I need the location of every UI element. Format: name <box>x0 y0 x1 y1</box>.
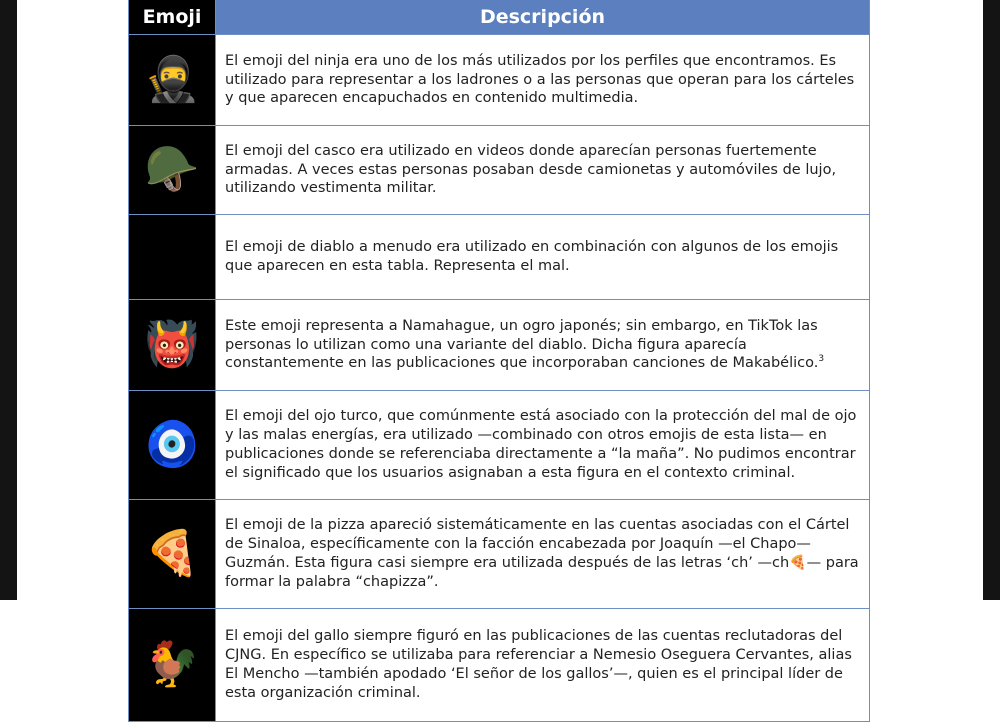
description-text: El emoji de diablo a menudo era utilizado en combinación con algunos de los emojis que aparecen en esta tabla. Representa el mal. <box>225 239 839 274</box>
table-row <box>129 35 870 126</box>
emoji-cell <box>129 35 216 126</box>
inline-pizza-icon: 🍕 <box>789 555 807 571</box>
table-row <box>129 300 870 391</box>
description-text: El emoji del ninja era uno de los más utilizados por los perfiles que encontramos. Es utilizado para representar a los ladrones o a las personas que operan para los cárteles y que aparecen encapuchados en contenido multimedia. <box>225 52 855 107</box>
description-text: El emoji del ojo turco, que comúnmente está asociado con la protección del mal de ojo y las malas energías, era utilizado —combinado con otros emojis de esta lista— en publicaciones donde se referenciaba directamente a “la maña”. No pudimos encontrar el significado que los usuarios asignaban a esta figura en el contexto criminal. <box>225 408 857 481</box>
emoji-cell <box>129 126 216 215</box>
emoji-description-table <box>128 0 870 722</box>
right-dark-border <box>983 0 1000 600</box>
emoji-cell <box>129 609 216 722</box>
table-row <box>129 609 870 722</box>
rooster-icon: 🐓 <box>144 639 200 690</box>
military-helmet-icon: 🪖 <box>144 144 200 195</box>
ninja-icon: 🥷 <box>144 54 200 105</box>
devil-icon: 😈 <box>149 231 195 282</box>
nazar-amulet-icon: 🧿 <box>144 419 200 470</box>
description-cell <box>216 215 870 300</box>
column-header-emoji: Emoji <box>129 0 216 35</box>
column-header-descripcion: Descripción <box>216 0 870 35</box>
description-cell <box>216 35 870 126</box>
description-text-continued: — para formar la palabra “chapizza”. <box>225 555 859 590</box>
table-row <box>129 215 870 300</box>
table-header-row <box>129 0 870 35</box>
description-text: El emoji de la pizza apareció sistemáticamente en las cuentas asociadas con el Cártel de Sinaloa, específicamente con la facción encabezada por Joaquín —el Chapo— Guzmán. Esta figura casi siempre era utilizada después de las letras ‘ch’ —ch <box>225 517 850 571</box>
footnote-marker: 3 <box>818 354 825 365</box>
emoji-cell <box>129 300 216 391</box>
pizza-icon: 🍕 <box>144 528 200 579</box>
emoji-cell <box>129 500 216 609</box>
emoji-cell <box>129 215 216 300</box>
table-row <box>129 126 870 215</box>
emoji-cell <box>129 391 216 500</box>
ogre-icon: 👹 <box>144 319 200 370</box>
description-cell <box>216 391 870 500</box>
description-text: El emoji del casco era utilizado en videos donde aparecían personas fuertemente armadas. A veces estas personas posaban desde camionetas y automóviles de lujo, utilizando vestimenta militar. <box>225 142 837 197</box>
description-text: Este emoji representa a Namahague, un ogro japonés; sin embargo, en TikTok las personas lo utilizan como una variante del diablo. Dicha figura aparecía constantemente en las publicaciones que incorporaban canciones de Makabélico. <box>225 317 819 372</box>
table-row <box>129 500 870 609</box>
table-row <box>129 391 870 500</box>
description-cell <box>216 300 870 391</box>
description-text: El emoji del gallo siempre figuró en las publicaciones de las cuentas reclutadoras del CJNG. En específico se utilizaba para referenciar a Nemesio Oseguera Cervantes, alias El Mencho —también apodado ‘El señor de los gallos’—, quien es el principal líder de esta organización criminal. <box>225 628 852 701</box>
description-cell <box>216 500 870 609</box>
description-cell <box>216 609 870 722</box>
left-dark-border <box>0 0 17 600</box>
description-cell <box>216 126 870 215</box>
